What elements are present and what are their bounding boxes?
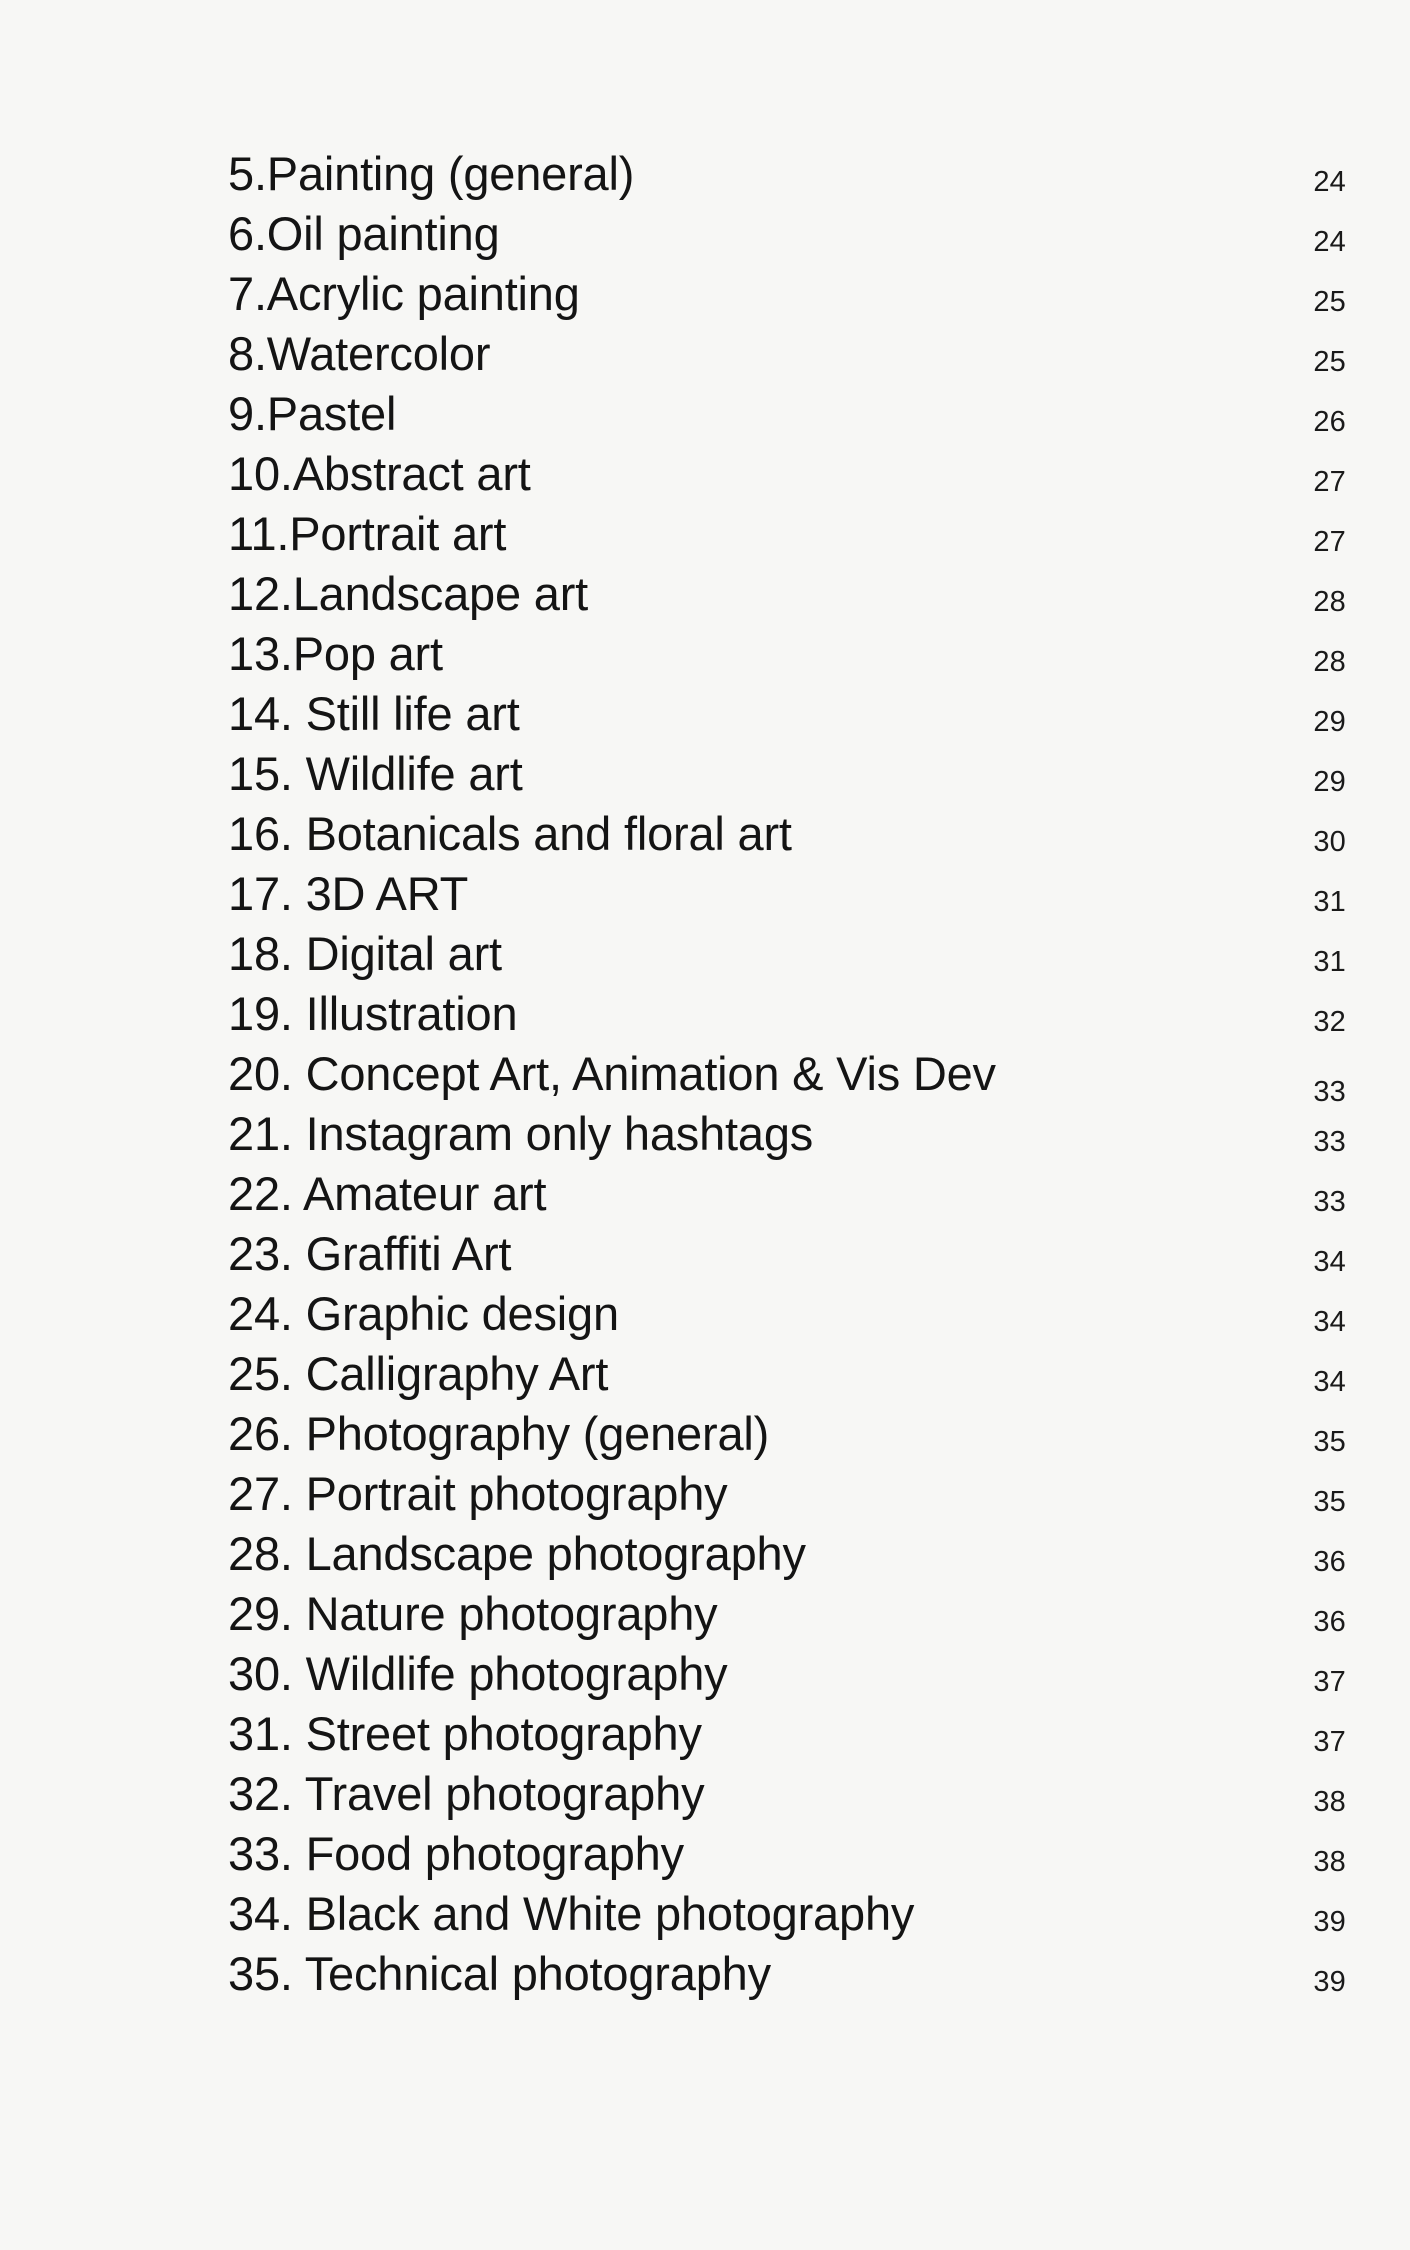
toc-entry[interactable] xyxy=(228,504,1346,564)
toc-entry[interactable] xyxy=(228,744,1346,804)
toc-entry[interactable] xyxy=(228,384,1346,444)
toc-entry-label: 32. Travel photography xyxy=(228,1767,705,1820)
toc-entry-page-number: 38 xyxy=(1313,1786,1346,1818)
toc-entry-label: 13.Pop art xyxy=(228,627,443,680)
toc-entry-page-number: 28 xyxy=(1313,586,1346,618)
toc-entry-page-number: 35 xyxy=(1313,1486,1346,1518)
toc-entry-page-number: 34 xyxy=(1313,1306,1346,1338)
toc-entry-page-number: 34 xyxy=(1313,1246,1346,1278)
toc-entry-label: 11.Portrait art xyxy=(228,507,507,560)
toc-entry[interactable] xyxy=(228,324,1346,384)
toc-entry[interactable] xyxy=(228,1164,1346,1224)
toc-entry-label: 19. Illustration xyxy=(228,987,518,1040)
toc-entry[interactable] xyxy=(228,1224,1346,1284)
toc-entry[interactable] xyxy=(228,444,1346,504)
toc-entry-label: 7.Acrylic painting xyxy=(228,267,580,320)
toc-entry-page-number: 33 xyxy=(1313,1076,1346,1108)
toc-entry-page-number: 37 xyxy=(1313,1666,1346,1698)
toc-entry[interactable] xyxy=(228,1104,1346,1164)
toc-entry-label: 29. Nature photography xyxy=(228,1587,718,1640)
toc-entry[interactable] xyxy=(228,204,1346,264)
toc-entry-page-number: 25 xyxy=(1313,286,1346,318)
toc-entry[interactable] xyxy=(228,564,1346,624)
toc-entry[interactable] xyxy=(228,1764,1346,1824)
toc-entry-label: 12.Landscape art xyxy=(228,567,589,620)
toc-entry-label: 24. Graphic design xyxy=(228,1287,619,1340)
table-of-contents xyxy=(228,144,1346,2004)
toc-entry-label: 34. Black and White photography xyxy=(228,1887,915,1940)
toc-entry[interactable] xyxy=(228,1584,1346,1644)
toc-entry-label: 5.Painting (general) xyxy=(228,147,635,200)
toc-entry-page-number: 27 xyxy=(1313,526,1346,558)
toc-entry-label: 22. Amateur art xyxy=(228,1167,547,1220)
toc-entry[interactable] xyxy=(228,1944,1346,2004)
toc-entry-page-number: 33 xyxy=(1313,1186,1346,1218)
toc-entry-page-number: 36 xyxy=(1313,1546,1346,1578)
toc-entry-page-number: 31 xyxy=(1313,946,1346,978)
toc-entry[interactable] xyxy=(228,684,1346,744)
toc-entry-page-number: 39 xyxy=(1313,1966,1346,1998)
toc-entry-label: 8.Watercolor xyxy=(228,327,491,380)
toc-entry[interactable] xyxy=(228,1824,1346,1884)
toc-entry[interactable] xyxy=(228,624,1346,684)
toc-entry-label: 28. Landscape photography xyxy=(228,1527,806,1580)
toc-entry-label: 18. Digital art xyxy=(228,927,502,980)
toc-entry-page-number: 35 xyxy=(1313,1426,1346,1458)
toc-entry[interactable] xyxy=(228,1524,1346,1584)
toc-entry-page-number: 30 xyxy=(1313,826,1346,858)
toc-entry[interactable] xyxy=(228,1044,1346,1108)
toc-entry-label: 17. 3D ART xyxy=(228,867,469,920)
toc-entry-page-number: 25 xyxy=(1313,346,1346,378)
toc-entry[interactable] xyxy=(228,1884,1346,1944)
toc-entry[interactable] xyxy=(228,924,1346,984)
toc-entry-page-number: 29 xyxy=(1313,706,1346,738)
toc-entry-page-number: 24 xyxy=(1313,226,1346,258)
toc-entry-label: 15. Wildlife art xyxy=(228,747,523,800)
toc-entry[interactable] xyxy=(228,1344,1346,1404)
toc-entry-label: 23. Graffiti Art xyxy=(228,1227,512,1280)
toc-entry[interactable] xyxy=(228,264,1346,324)
toc-entry[interactable] xyxy=(228,1404,1346,1464)
toc-entry[interactable] xyxy=(228,144,1346,204)
toc-entry-page-number: 29 xyxy=(1313,766,1346,798)
toc-entry-page-number: 39 xyxy=(1313,1906,1346,1938)
toc-entry-label: 14. Still life art xyxy=(228,687,520,740)
toc-entry-label: 30. Wildlife photography xyxy=(228,1647,728,1700)
toc-entry-page-number: 34 xyxy=(1313,1366,1346,1398)
toc-entry-page-number: 24 xyxy=(1313,166,1346,198)
toc-entry-label: 21. Instagram only hashtags xyxy=(228,1107,814,1160)
toc-entry[interactable] xyxy=(228,1644,1346,1704)
toc-entry-label: 25. Calligraphy Art xyxy=(228,1347,609,1400)
toc-entry-page-number: 27 xyxy=(1313,466,1346,498)
toc-entry-page-number: 33 xyxy=(1313,1126,1346,1158)
toc-entry[interactable] xyxy=(228,1464,1346,1524)
toc-entry-page-number: 28 xyxy=(1313,646,1346,678)
toc-entry-label: 6.Oil painting xyxy=(228,207,500,260)
toc-entry-label: 35. Technical photography xyxy=(228,1947,771,2000)
toc-entry[interactable] xyxy=(228,804,1346,864)
toc-entry[interactable] xyxy=(228,864,1346,924)
toc-entry-page-number: 36 xyxy=(1313,1606,1346,1638)
toc-entry-page-number: 37 xyxy=(1313,1726,1346,1758)
toc-entry-label: 9.Pastel xyxy=(228,387,397,440)
toc-entry-label: 26. Photography (general) xyxy=(228,1407,770,1460)
toc-entry-label: 31. Street photography xyxy=(228,1707,702,1760)
toc-entry-page-number: 26 xyxy=(1313,406,1346,438)
toc-entry-label: 20. Concept Art, Animation & Vis Dev xyxy=(228,1047,996,1100)
toc-entry[interactable] xyxy=(228,984,1346,1044)
toc-entry-label: 16. Botanicals and floral art xyxy=(228,807,792,860)
toc-entry-label: 10.Abstract art xyxy=(228,447,531,500)
toc-entry[interactable] xyxy=(228,1284,1346,1344)
toc-entry-page-number: 38 xyxy=(1313,1846,1346,1878)
toc-entry[interactable] xyxy=(228,1704,1346,1764)
toc-entry-page-number: 31 xyxy=(1313,886,1346,918)
toc-entry-label: 33. Food photography xyxy=(228,1827,684,1880)
toc-entry-label: 27. Portrait photography xyxy=(228,1467,728,1520)
toc-entry-page-number: 32 xyxy=(1313,1006,1346,1038)
